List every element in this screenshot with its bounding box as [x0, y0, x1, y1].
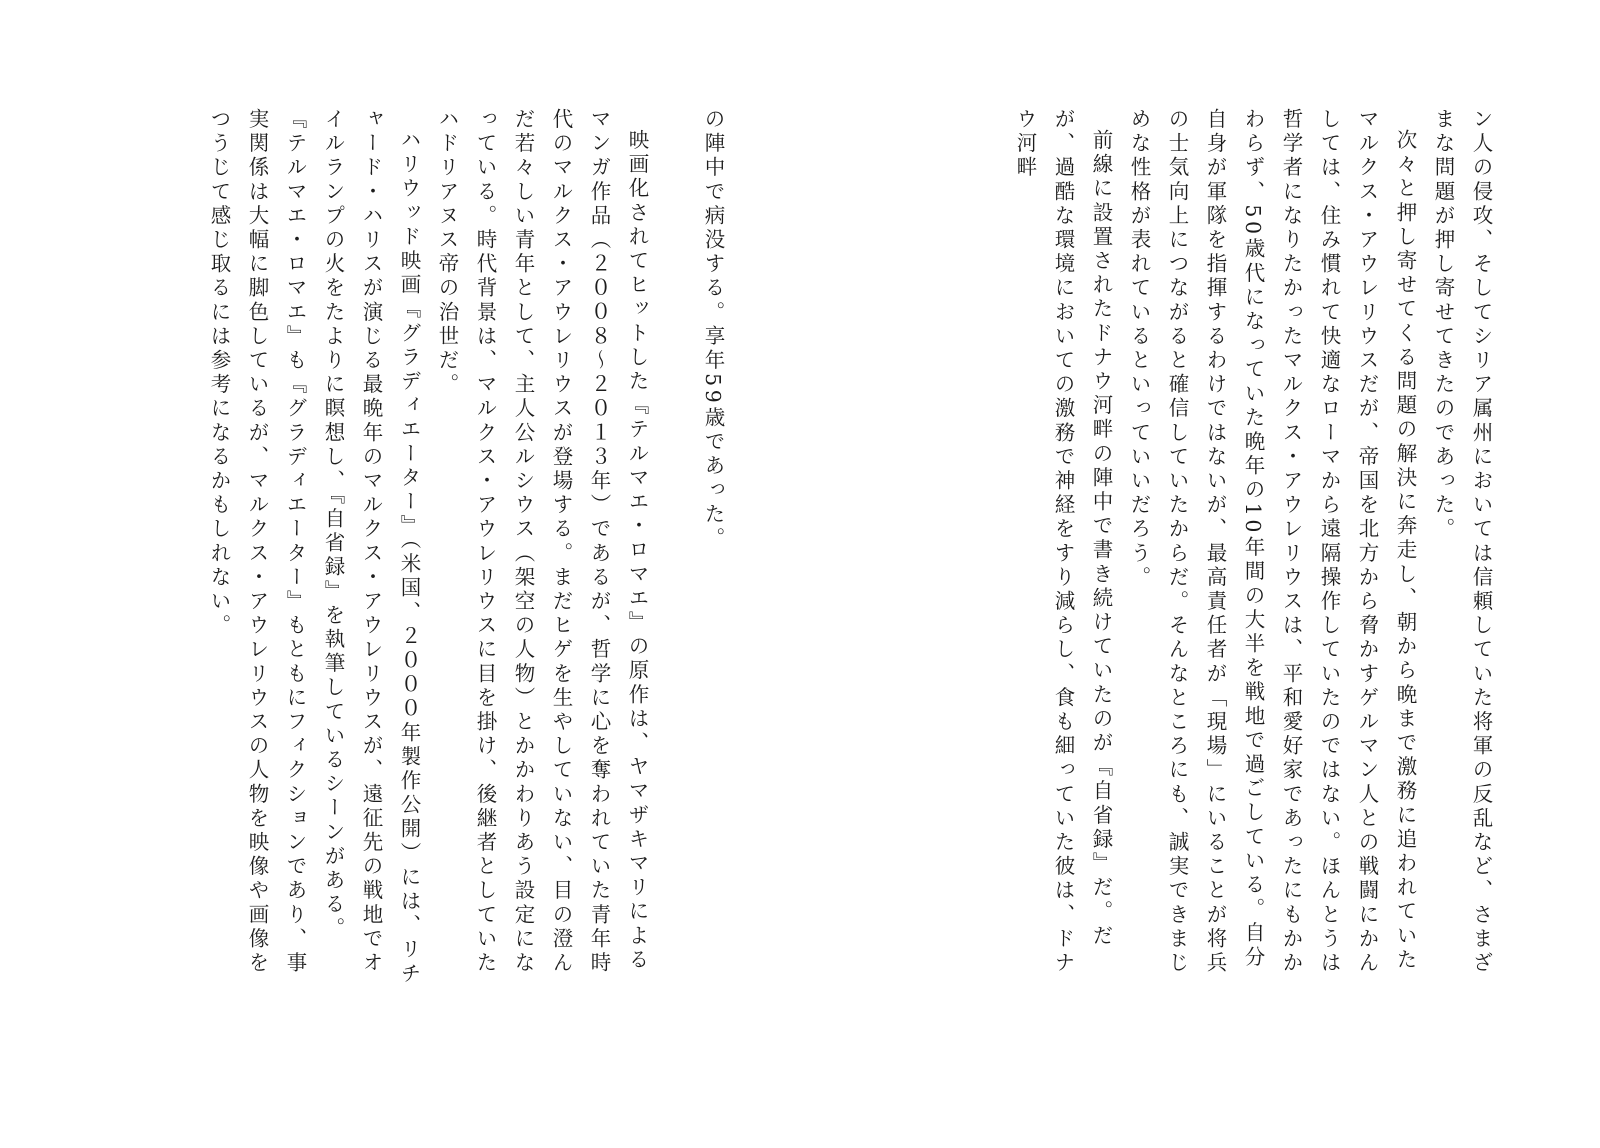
left-page-text	[200, 108, 732, 988]
paragraph: 次々と押し寄せてくる問題の解決に奔走し、朝から晩まで激務に追われていたマルクス・アウレリウスだが、帝国を北方から脅かすゲルマン人との戦闘にかんしては、住み慣れて快適なローマから遠隔操作していたのではない。ほんとうは哲学者になりたかったマルクス・アウレリウスは、平和愛好家であったにもかかわらず、50歳代になっていた晩年の10年間の大半を戦地で過ごしている。自分自身が軍隊を指揮するわけではないが、最高責任者が「現場」にいることが将兵の士気向上につながると確信していたからだ。そんなところにも、誠実できまじめな性格が表れているといっていいだろう。	[1127, 108, 1417, 976]
left-page	[132, 108, 732, 1008]
paragraph: 映画化されてヒットした『テルマエ・ロマエ』の原作は、ヤマザキマリによるマンガ作品（２００８〜２０１３年）であるが、哲学に心を奪われていた青年時代のマルクス・アウレリウスが登場する。まだヒゲを生やしていない、目の澄んだ若々しい青年として、主人公ルシウス（架空の人物）とかかわりあう設定になっている。時代背景は、マルクス・アウレリウスに目を掛け、後継者としていたハドリアヌス帝の治世だ。	[435, 108, 649, 976]
paragraph: ン人の侵攻、そしてシリア属州においては信頼していた将軍の反乱など、さまざまな問題が押し寄せてきたのであった。	[1431, 108, 1493, 976]
right-page-text	[1006, 108, 1500, 988]
paragraph: 『テルマエ・ロマエ』も『グラディエーター』もともにフィクションであり、事実関係は大幅に脚色しているが、マルクス・アウレリウスの人物を映像や画像をつうじて感じ取るには参考になるかもしれない。	[207, 108, 307, 976]
paragraph: ハリウッド映画『グラディエーター』（米国、２０００年製作公開）には、リチャード・ハリスが演じる最晩年のマルクス・アウレリウスが、遠征先の戦地でオイルランプの火をたよりに瞑想し、『自省録』を執筆しているシーンがある。	[321, 108, 421, 986]
paragraph: 前線に設置されたドナウ河畔の陣中で書き続けていたのが『自省録』だ。だが、過酷な環境においての激務で神経をすり減らし、食も細っていた彼は、ドナウ河畔	[1013, 108, 1113, 976]
right-page	[900, 108, 1500, 1008]
paragraph: の陣中で病没する。享年59歳であった。	[701, 108, 725, 551]
